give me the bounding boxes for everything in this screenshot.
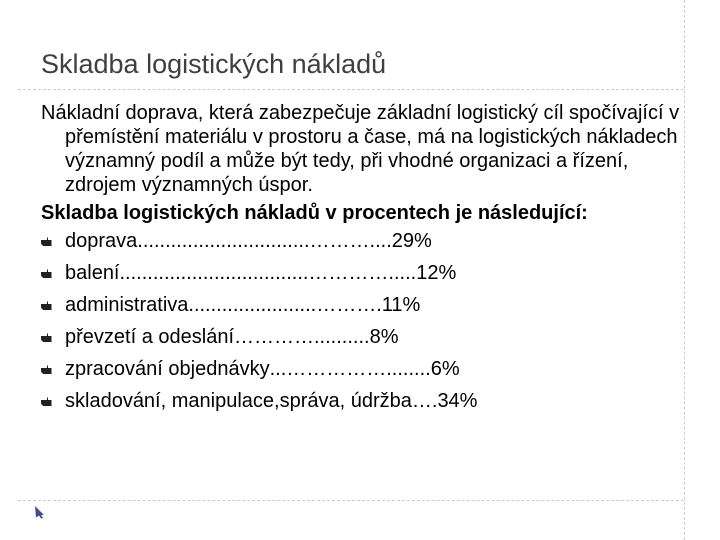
- hand-pointer-bullet-icon: [41, 363, 52, 375]
- item-percentage: 12%: [416, 262, 457, 284]
- item-leader: ...……………........: [269, 358, 431, 380]
- item-percentage: 8%: [369, 326, 399, 348]
- slide-nav-arrow-icon[interactable]: [30, 505, 48, 519]
- hand-pointer-bullet-icon: [41, 235, 52, 247]
- item-leader: …………..........: [234, 326, 370, 348]
- bottom-dashed-divider: [18, 500, 684, 501]
- list-item: [41, 353, 681, 385]
- cost-list: [41, 225, 681, 417]
- item-leader: ..................................………….....: [119, 262, 417, 284]
- list-item: [41, 385, 681, 417]
- list-item: [41, 321, 681, 353]
- item-label: administrativa: [65, 294, 189, 316]
- item-leader: .......................……….: [188, 294, 382, 316]
- body-paragraph: Nákladní doprava, která zabezpečuje základní logistický cíl spočívající v přemístění materiálu v prostoru a čase, má na logistických nákladech významný podíl a může být tedy, při vhodné organizaci a řízení, zdrojem významných úspor.: [41, 102, 680, 196]
- item-label: doprava: [65, 230, 138, 252]
- hand-pointer-bullet-icon: [41, 395, 52, 407]
- item-leader: ...............................………....: [137, 230, 392, 252]
- title-dashed-divider: [18, 89, 684, 90]
- item-label: převzetí a odeslání: [65, 326, 234, 348]
- item-label: skladování, manipulace,správa, údržba: [65, 390, 412, 412]
- body-paragraph-heading: Skladba logistických nákladů v procentech je následující:: [41, 202, 588, 224]
- item-label: zpracování objednávky: [65, 358, 270, 380]
- list-item: [41, 289, 681, 321]
- hand-pointer-bullet-icon: [41, 267, 52, 279]
- item-percentage: 6%: [430, 358, 460, 380]
- hand-pointer-bullet-icon: [41, 331, 52, 343]
- item-percentage: 11%: [381, 294, 421, 316]
- slide-title: Skladba logistických nákladů: [41, 49, 387, 79]
- right-dashed-guide: [684, 0, 685, 540]
- item-leader: ….: [411, 390, 438, 412]
- item-percentage: 29%: [391, 230, 432, 252]
- item-percentage: 34%: [437, 390, 478, 412]
- slide-body: [41, 101, 681, 417]
- hand-pointer-bullet-icon: [41, 299, 52, 311]
- list-item: [41, 225, 681, 257]
- item-label: balení: [65, 262, 120, 284]
- list-item: [41, 257, 681, 289]
